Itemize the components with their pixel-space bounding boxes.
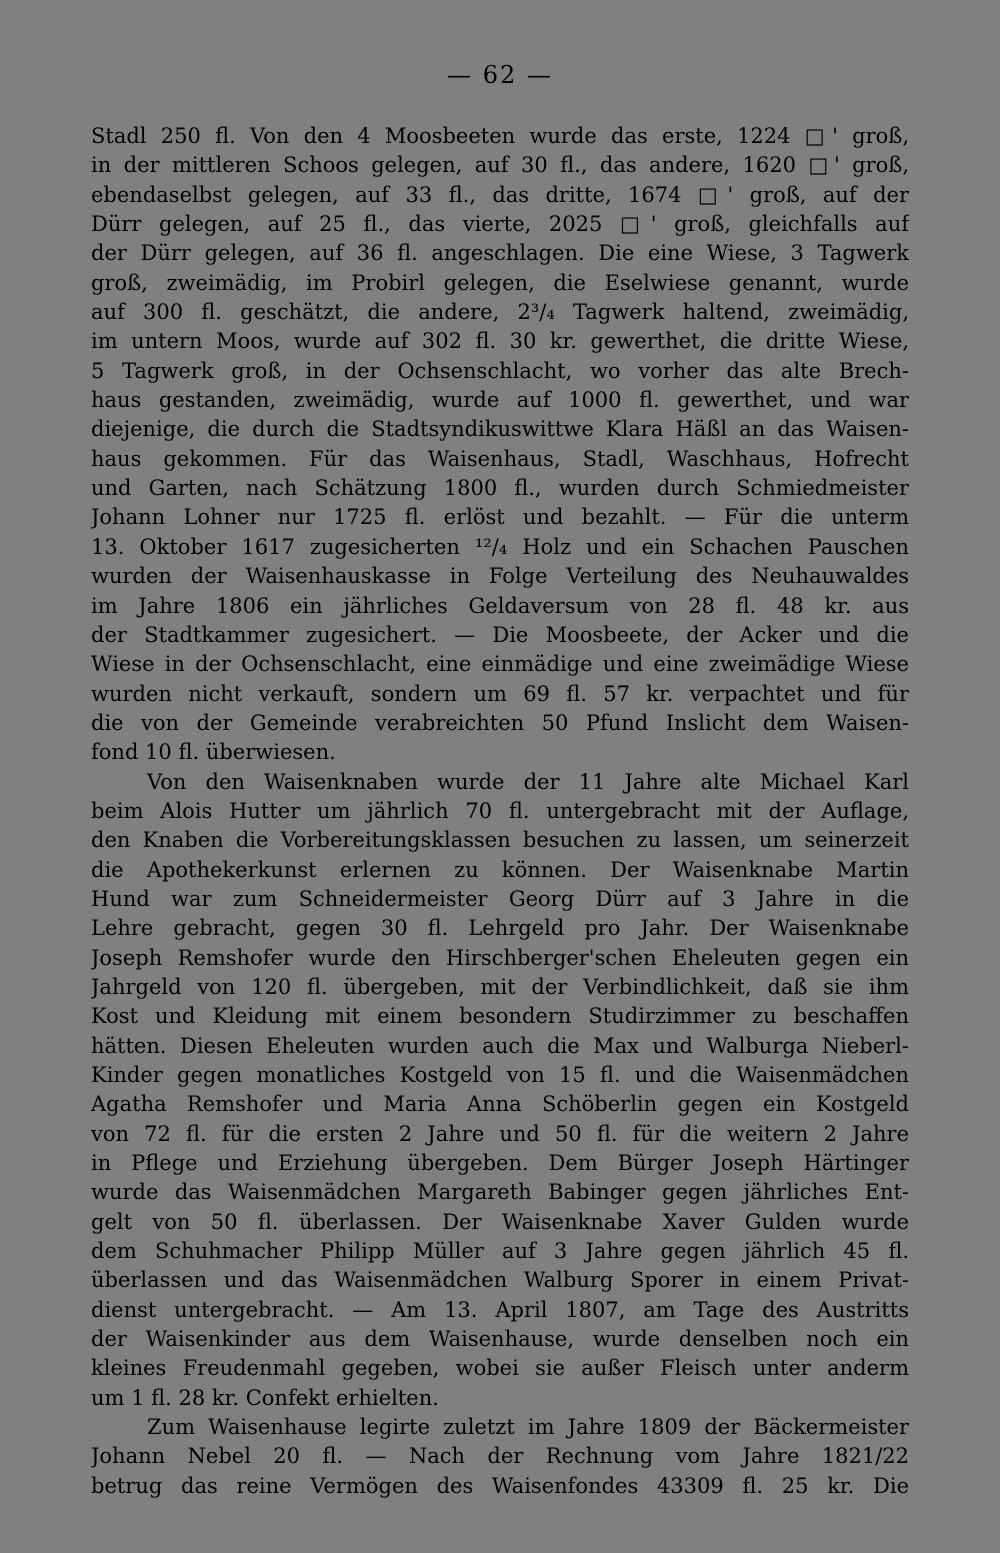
text-line: haus gestanden, zweimädig, wurde auf 1000 fl. gewerthet, und war [91, 388, 909, 413]
text-line: in der mittleren Schoos gelegen, auf 30 fl., das andere, 1620 □' groß, [91, 153, 909, 178]
text-line: beim Alois Hutter um jährlich 70 fl. untergebracht mit der Auflage, [91, 798, 909, 823]
text-line: Johann Lohner nur 1725 fl. erlöst und bezahlt. — Für die unterm [91, 505, 909, 530]
text-line: der Stadtkammer zugesichert. — Die Moosbeete, der Acker und die [91, 622, 909, 647]
text-line: Jahrgeld von 120 fl. übergeben, mit der Verbindlichkeit, daß sie ihm [91, 974, 909, 999]
text-line: wurden der Waisenhauskasse in Folge Verteilung des Neuhauwaldes [91, 564, 909, 589]
text-line: groß, zweimädig, im Probirl gelegen, die Eselwiese genannt, wurde [91, 270, 909, 295]
text-line: kleines Freudenmahl gegeben, wobei sie außer Fleisch unter anderm [91, 1356, 909, 1381]
text-line: überlassen und das Waisenmädchen Walburg Sporer in einem Privat- [91, 1268, 909, 1293]
text-line: den Knaben die Vorbereitungsklassen besuchen zu lassen, um seinerzeit [91, 828, 909, 853]
text-line: im Jahre 1806 ein jährliches Geldaversum von 28 fl. 48 kr. aus [91, 593, 909, 618]
text-line: wurde das Waisenmädchen Margareth Babinger gegen jährliches Ent- [91, 1180, 909, 1205]
text-line: auf 300 fl. geschätzt, die andere, 2³/₄ Tagwerk haltend, zweimädig, [91, 300, 909, 325]
text-line: 5 Tagwerk groß, in der Ochsenschlacht, wo vorher das alte Brech- [91, 358, 909, 383]
text-line: in Pflege und Erziehung übergeben. Dem Bürger Joseph Härtinger [91, 1151, 909, 1176]
text-line: Dürr gelegen, auf 25 fl., das vierte, 2025 □' groß, gleichfalls auf [91, 212, 909, 237]
text-line: Wiese in der Ochsenschlacht, eine einmädige und eine zweimädige Wiese [91, 652, 909, 677]
text-line: der Dürr gelegen, auf 36 fl. angeschlagen. Die eine Wiese, 3 Tagwerk [91, 241, 909, 266]
text-line: Agatha Remshofer und Maria Anna Schöberlin gegen ein Kostgeld [91, 1092, 909, 1117]
text-line: dienst untergebracht. — Am 13. April 1807, am Tage des Austritts [91, 1297, 909, 1322]
page-number: — 62 — [447, 61, 553, 89]
text-line: diejenige, die durch die Stadtsyndikuswittwe Klara Häßl an das Waisen- [91, 417, 909, 442]
text-line: um 1 fl. 28 kr. Confekt erhielten. [91, 1385, 439, 1410]
text-line: der Waisenkinder aus dem Waisenhause, wurde denselben noch ein [91, 1327, 909, 1352]
text-line: Lehre gebracht, gegen 30 fl. Lehrgeld pro Jahr. Der Waisenknabe [91, 916, 909, 941]
text-line: 13. Oktober 1617 zugesicherten ¹²/₄ Holz und ein Schachen Pauschen [91, 534, 909, 559]
text-line: ebendaselbst gelegen, auf 33 fl., das dritte, 1674 □' groß, auf der [91, 182, 909, 207]
text-line: im untern Moos, wurde auf 302 fl. 30 kr. gewerthet, die dritte Wiese, [91, 329, 909, 354]
text-line: Stadl 250 fl. Von den 4 Moosbeeten wurde das erste, 1224 □' groß, [91, 124, 909, 148]
text-line: Joseph Remshofer wurde den Hirschberger'schen Eheleuten gegen ein [91, 945, 909, 970]
text-line: dem Schuhmacher Philipp Müller auf 3 Jahre gegen jährlich 45 fl. [91, 1239, 909, 1264]
text-line: wurden nicht verkauft, sondern um 69 fl. 57 kr. verpachtet und für [91, 681, 909, 706]
text-line: fond 10 fl. überwiesen. [91, 740, 336, 765]
text-line: die von der Gemeinde verabreichten 50 Pfund Inslicht dem Waisen- [91, 710, 909, 735]
text-line: Johann Nebel 20 fl. — Nach der Rechnung vom Jahre 1821/22 [91, 1444, 909, 1469]
text-line: und Garten, nach Schätzung 1800 fl., wurden durch Schmiedmeister [91, 476, 909, 501]
text-line: Zum Waisenhause legirte zuletzt im Jahre 1809 der Bäckermeister [147, 1415, 909, 1440]
text-line: von 72 fl. für die ersten 2 Jahre und 50 fl. für die weitern 2 Jahre [91, 1121, 909, 1146]
text-line: die Apothekerkunst erlernen zu können. Der Waisenknabe Martin [91, 857, 909, 882]
text-line: haus gekommen. Für das Waisenhaus, Stadl, Waschhaus, Hofrecht [91, 446, 909, 471]
text-line: gelt von 50 fl. überlassen. Der Waisenknabe Xaver Gulden wurde [91, 1209, 909, 1234]
body-text [91, 122, 909, 1501]
text-line: hätten. Diesen Eheleuten wurden auch die Max und Walburga Nieberl- [91, 1033, 909, 1058]
text-line: betrug das reine Vermögen des Waisenfondes 43309 fl. 25 kr. Die [91, 1473, 909, 1498]
text-line: Kost und Kleidung mit einem besondern Studirzimmer zu beschaffen [91, 1004, 909, 1029]
text-line: Kinder gegen monatliches Kostgeld von 15 fl. und die Waisenmädchen [91, 1063, 909, 1087]
text-line: Hund war zum Schneidermeister Georg Dürr auf 3 Jahre in die [91, 886, 909, 911]
text-line: Von den Waisenknaben wurde der 11 Jahre alte Michael Karl [147, 769, 909, 794]
